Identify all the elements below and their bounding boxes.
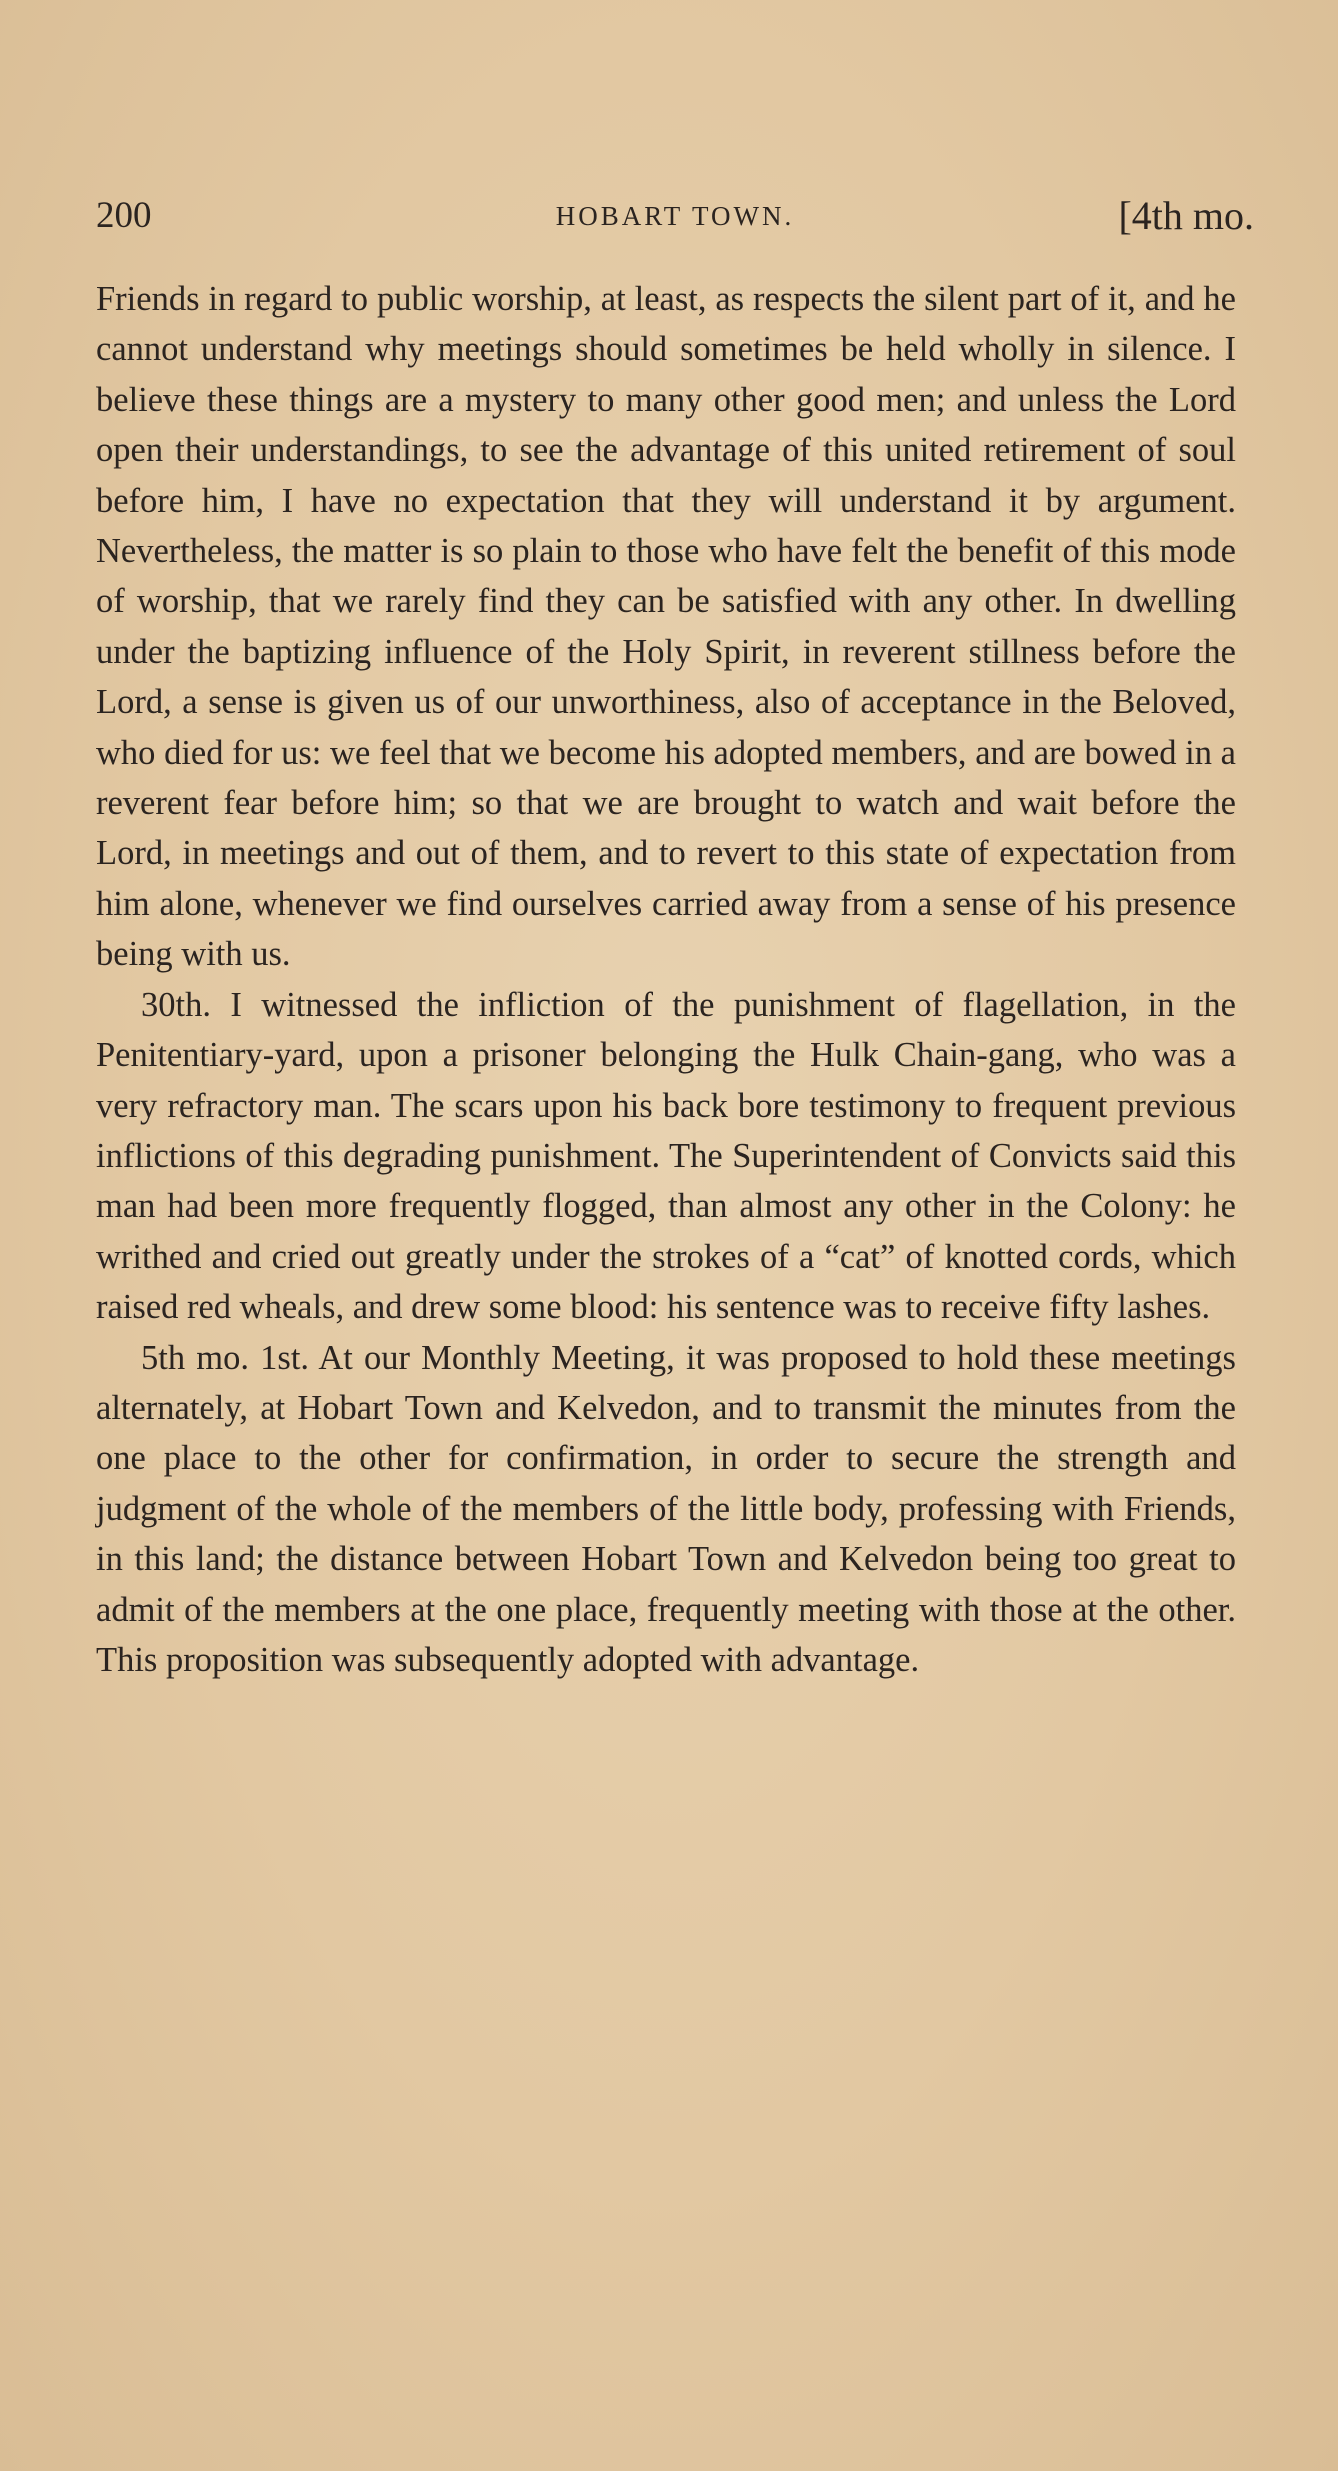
paragraph-5th-mo-1st: 5th mo. 1st. At our Monthly Meeting, it was proposed to hold these meetings alternately, at Hobart Town and Kelvedon, and to transmit the minutes from the one place to the other for confirmation, in order to secure the strength and judgment of the whole of the members of the little body, professing with Friends, in this land; the distance between Hobart Town and Kelvedon being too great to admit of the members at the one place, frequently meeting with those at the other. This proposition was subsequently adopted with advantage. — [96, 1338, 1236, 1679]
month-marker: [4th mo. — [1118, 193, 1254, 238]
running-head: HOBART TOWN. — [555, 201, 795, 231]
paragraph-continued: Friends in regard to public worship, at least, as respects the silent part of it, and he cannot understand why meetings should sometimes be held wholly in silence. I believe these things are a mystery to many other good men; and unless the Lord open their understandings, to see the advantage of this united retirement of soul before him, I have no expectation that they will understand it by argument. Nevertheless, the matter is so plain to those who have felt the benefit of this mode of worship, that we rarely find they can be satisfied with any other. In dwelling under the baptizing influence of the Holy Spirit, in reverent stillness before the Lord, a sense is given us of our unworthiness, also of acceptance in the Beloved, who died for us: we feel that we become his adopted members, and are bowed in a reverent fear before him; so that we are brought to watch and wait before the Lord, in meetings and out of them, and to revert to this state of expectation from him alone, whenever we find ourselves carried away from a sense of his presence being with us. — [96, 280, 1236, 974]
page-header — [96, 186, 1254, 246]
paragraph-30th: 30th. I witnessed the infliction of the punishment of flagellation, in the Penitentiary-yard, upon a prisoner belonging the Hulk Chain-gang, who was a very refractory man. The scars upon his back bore testimony to frequent previous inflictions of this degrading punishment. The Superintendent of Convicts said this man had been more frequently flogged, than almost any other in the Colony: he writhed and cried out greatly under the strokes of a “cat” of knotted cords, which raised red wheals, and drew some blood: his sentence was to receive fifty lashes. — [96, 985, 1236, 1327]
page-number: 200 — [96, 195, 152, 236]
body-text — [96, 274, 1236, 1685]
